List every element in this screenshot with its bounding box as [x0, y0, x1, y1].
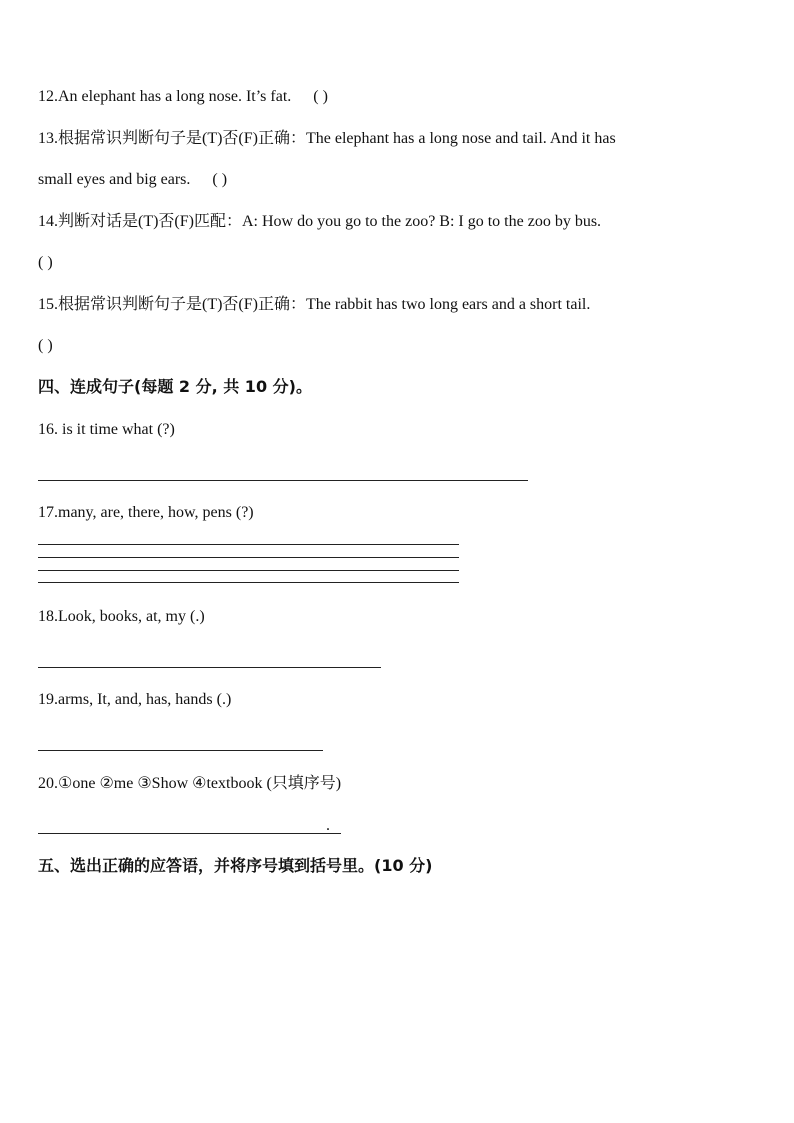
question-16: 16. is it time what (?): [38, 421, 175, 438]
section-5-heading: 五、选出正确的应答语，并将序号填到括号里。(10 分): [38, 856, 433, 875]
answer-line-17-c[interactable]: [38, 570, 459, 571]
answer-line-19[interactable]: [38, 750, 323, 751]
answer-paren-14[interactable]: ( ): [38, 254, 53, 271]
question-13-line-2: [38, 170, 227, 190]
answer-line-20-period: .: [326, 817, 330, 834]
answer-line-20[interactable]: [38, 833, 341, 834]
question-20: 20.①one ②me ③Show ④textbook (只填序号): [38, 775, 342, 792]
answer-line-16[interactable]: [38, 480, 528, 481]
question-13-line-1: 13.根据常识判断句子是(T)否(F)正确：The elephant has a long nose and tail. And it has: [38, 130, 616, 147]
answer-paren-15[interactable]: ( ): [38, 337, 53, 354]
question-14-line-1: 14.判断对话是(T)否(F)匹配：A: How do you go to the zoo? B: I go to the zoo by bus.: [38, 213, 602, 230]
question-12-text: 12.An elephant has a long nose. It’s fat.: [38, 88, 292, 105]
question-17: 17.many, are, there, how, pens (?): [38, 504, 254, 521]
question-13-text: small eyes and big ears.: [38, 171, 191, 188]
answer-line-17-d[interactable]: [38, 582, 459, 583]
section-4-heading: 四、连成句子(每题 2 分, 共 10 分)。: [38, 377, 312, 396]
answer-line-17-a[interactable]: [38, 544, 459, 545]
question-12: [38, 87, 328, 107]
question-15-line-1: 15.根据常识判断句子是(T)否(F)正确：The rabbit has two long ears and a short tail.: [38, 296, 591, 313]
answer-line-18[interactable]: [38, 667, 381, 668]
answer-line-17-b[interactable]: [38, 557, 459, 558]
question-18: 18.Look, books, at, my (.): [38, 608, 205, 625]
answer-paren-12[interactable]: ( ): [313, 88, 328, 105]
answer-paren-13[interactable]: ( ): [212, 171, 228, 188]
question-19: 19.arms, It, and, has, hands (.): [38, 691, 232, 708]
